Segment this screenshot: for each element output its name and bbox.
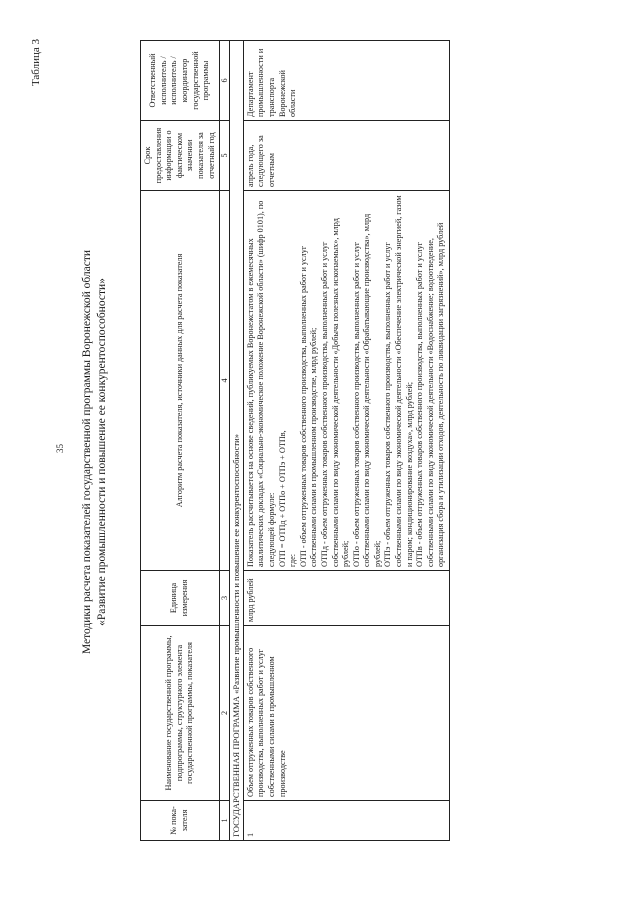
column-number: 5 (220, 121, 230, 191)
program-row (230, 41, 244, 841)
column-number: 6 (220, 41, 230, 121)
title-line-2: «Развитие промышленности и повышение ее конкурентоспособности» (96, 278, 108, 626)
algorithm-definition: ОТП - объем отгруженных товаров собственного производства, выполненных работ и услуг собственными силами в промышленном производстве, млрд рублей; (298, 245, 319, 567)
program-title: ГОСУДАРСТВЕННАЯ ПРОГРАММА «Развитие промышленности и повышение ее конкурентоспособности» (230, 41, 244, 841)
header-algorithm: Алгоритм расчета показателя, источники данных для расчета показателя (141, 191, 220, 571)
indicator-number: 1 (243, 801, 449, 841)
column-number: 1 (220, 801, 230, 841)
column-number: 3 (220, 571, 230, 626)
table-label: Таблица 3 (30, 39, 42, 87)
indicator-deadline: апрель года, следующего за отчетным (243, 121, 449, 191)
algorithm-where: где: (288, 553, 298, 567)
header-indicator-number: № пока-зателя (141, 801, 220, 841)
document-title (80, 27, 110, 877)
algorithm-definition: ОТПв - объем отгруженных товаров собственного производства, выполненных работ и услуг собственными силами по виду экономической деятельности «Водоснабжение; водоотведение, организация сбора и утилизации отходов, деятельность по ликвидации загрязнений», млрд рублей (415, 222, 446, 567)
algorithm-definition: ОТПо - объем отгруженных товаров собственного производства, выполненных работ и услуг собственными силами по виду экономической деятельности «Обрабатывающие производства», млрд рублей; (351, 213, 382, 567)
title-line-1: Методики расчета показателей государственной программы Воронежской области (81, 249, 93, 655)
algorithm-definition: ОТПд - объем отгруженных товаров собственного производства, выполненных работ и услуг собственными силами по виду экономической деятельности «Добыча полезных ископаемых», млрд рублей; (319, 218, 351, 567)
indicator-algorithm (243, 191, 449, 571)
column-number-row (220, 41, 230, 841)
header-responsible: Ответственный исполнитель / исполнитель / координатор государственной программы (141, 41, 220, 121)
rotated-content (20, 27, 620, 877)
column-number: 2 (220, 626, 230, 801)
table-row (243, 41, 449, 841)
header-unit: Единица измерения (141, 571, 220, 626)
algorithm-definition: ОТПэ - объем отгруженных товаров собственного производства, выполненных работ и услуг собственными силами по виду экономической деятельности «Обеспечение электрической энергией, газом и паром; кондиционирование воздуха», млрд рублей; (383, 195, 414, 567)
page-number: 35 (55, 444, 65, 453)
indicator-unit: млрд рублей (243, 571, 449, 626)
column-number: 4 (220, 191, 230, 571)
header-deadline: Срок предоставления информации о фактическом значении показателя за отчетный год (141, 121, 220, 191)
header-row (141, 41, 220, 841)
algorithm-formula: ОТП = ОТПд + ОТПо + ОТПэ + ОТПв, (277, 430, 287, 567)
methodology-table (140, 40, 450, 841)
indicator-name: Объем отгруженных товаров собственного производства, выполненных работ и услуг собственными силами в промышленном производстве (243, 626, 449, 801)
header-name: Наименование государственной программы, подпрограммы, структурного элемента государственной программы, показателя (141, 626, 220, 801)
indicator-responsible: Департамент промышленности и транспорта Воронежской области (243, 41, 449, 121)
algorithm-intro: Показатель рассчитывается на основе сведений, публикуемых Воронежстатом в ежемесячных аналитических докладах «Социально-экономическое положение Воронежской области» (шифр 0101), по следующей формуле: (245, 200, 276, 567)
